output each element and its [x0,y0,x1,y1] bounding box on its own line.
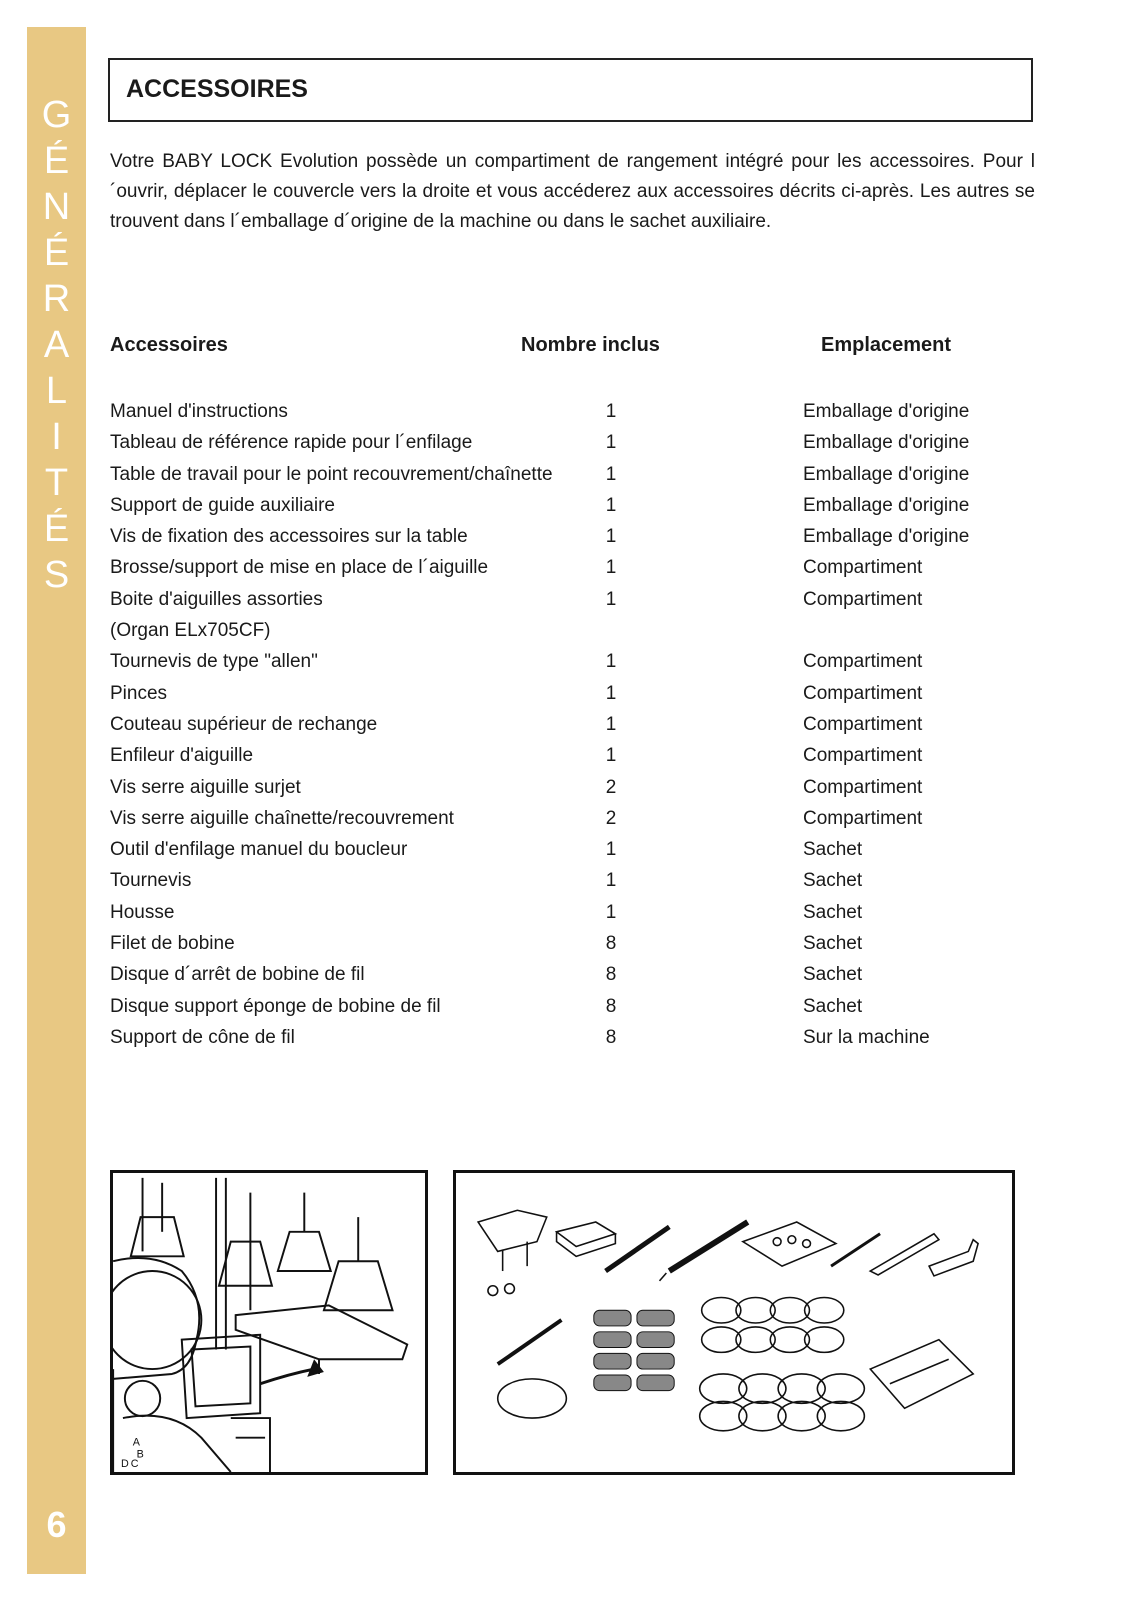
accessory-location: Compartiment [803,713,923,735]
table-row [110,740,1010,771]
machine-label-b: B [136,1448,144,1461]
side-letter: É [43,508,70,550]
accessory-name: Filet de bobine [110,933,235,955]
accessory-name: Outil d'enfilage manuel du boucleur [110,839,408,861]
accessory-location: Emballage d'origine [803,494,970,516]
intro-paragraph [110,147,1035,237]
accessory-location: Sachet [803,901,863,923]
accessory-name: Table de travail pour le point recouvrement/chaînette [110,463,553,485]
accessory-location: Sachet [803,839,863,861]
accessory-count: 1 [605,901,617,923]
accessory-name: (Organ ELx705CF) [110,620,271,642]
accessory-name: Enfileur d'aiguille [110,745,254,767]
accessory-count: 8 [605,933,617,955]
side-letter: G [41,94,72,136]
section-title-vertical [27,92,86,598]
accessory-count: 1 [605,745,617,767]
accessory-name: Pinces [110,682,168,704]
accessory-name: Vis serre aiguille chaînette/recouvrement [110,807,454,829]
side-letter: I [51,416,62,458]
accessory-count: 1 [605,463,617,485]
side-letter: É [43,140,70,182]
accessory-location: Emballage d'origine [803,432,970,454]
accessory-name: Manuel d'instructions [110,401,288,422]
table-row [110,427,1010,458]
table-row [110,1022,1010,1053]
accessory-count: 2 [605,776,617,798]
accessory-name: Vis de fixation des accessoires sur la table [110,526,468,548]
accessory-count: 1 [605,494,617,516]
accessory-count: 1 [605,401,617,422]
table-row [110,834,1010,865]
intro-text: Votre BABY LOCK Evolution possède un compartiment de rangement intégré pour les accessoires. Pour l´ouvrir, déplacer le couvercle vers la droite et vous accéderez aux accessoires décrits ci-après. Les autres se trouvent dans l´emballage d´origine de la machine ou dans le sachet auxiliaire. [110,151,1035,232]
section-side-band [27,27,86,1574]
accessories-drawing [456,1173,1012,1472]
accessory-location: Compartiment [803,776,923,798]
table-row [110,865,1010,896]
accessory-location: Emballage d'origine [803,401,970,422]
table-row [110,897,1010,928]
machine-label-a: A [132,1436,140,1449]
accessory-location: Emballage d'origine [803,526,970,548]
side-letter: N [42,186,71,228]
machine-compartment-illustration [110,1170,428,1475]
accessories-illustration [453,1170,1015,1475]
table-row [110,772,1010,803]
side-letter: R [42,278,71,320]
accessory-location: Sachet [803,933,863,955]
side-letter: T [44,462,69,504]
table-row [110,646,1010,677]
table-row [110,459,1010,490]
accessory-count: 2 [605,807,617,829]
accessory-count: 1 [605,870,617,892]
accessory-count: 8 [605,995,617,1017]
table-row [110,490,1010,521]
table-row [110,521,1010,552]
accessory-location: Sachet [803,995,863,1017]
accessory-name: Housse [110,901,175,923]
accessory-location: Sur la machine [803,1026,930,1048]
page-number: 6 [46,1504,67,1545]
accessory-count: 8 [605,1026,617,1048]
accessory-count: 1 [605,557,617,579]
side-letter: S [43,554,70,596]
accessory-location: Compartiment [803,807,923,829]
table-row [110,615,1010,646]
accessory-location: Compartiment [803,557,923,579]
accessory-location: Compartiment [803,588,923,610]
table-row [110,584,1010,615]
table-row [110,552,1010,583]
accessory-location: Compartiment [803,745,923,767]
header-emplacement: Emplacement [821,334,952,356]
accessory-name: Disque support éponge de bobine de fil [110,995,441,1017]
machine-label-d: D [120,1458,129,1471]
title-box [108,58,1033,122]
accessory-location: Compartiment [803,682,923,704]
table-row [110,959,1010,990]
accessory-count: 1 [605,682,617,704]
machine-drawing [113,1173,425,1472]
side-letter: A [43,324,70,366]
table-row [110,803,1010,834]
accessory-count: 1 [605,432,617,454]
accessory-name: Tournevis de type "allen" [110,651,318,673]
accessory-count: 1 [605,526,617,548]
header-accessoires: Accessoires [110,334,228,356]
accessory-name: Disque d´arrêt de bobine de fil [110,964,365,986]
table-row [110,709,1010,740]
accessory-name: Tournevis [110,870,192,892]
accessory-count: 8 [605,964,617,986]
accessory-name: Tableau de référence rapide pour l´enfilage [110,432,473,454]
header-nombre-inclus: Nombre inclus [521,334,660,356]
table-row [110,928,1010,959]
machine-label-c: C [130,1458,139,1471]
accessory-location: Compartiment [803,651,923,673]
accessory-name: Support de cône de fil [110,1026,295,1048]
accessory-count: 1 [605,713,617,735]
page-title: ACCESSOIRES [126,75,308,103]
accessory-location: Sachet [803,964,863,986]
side-letter: L [45,370,68,412]
accessory-location: Sachet [803,870,863,892]
table-row [110,396,1010,427]
accessory-count: 1 [605,651,617,673]
accessories-table [110,396,1010,1053]
table-row [110,991,1010,1022]
accessory-name: Couteau supérieur de rechange [110,713,378,735]
accessory-location: Emballage d'origine [803,463,970,485]
table-row [110,678,1010,709]
accessory-name: Boite d'aiguilles assorties [110,588,323,610]
accessory-name: Brosse/support de mise en place de l´aiguille [110,557,489,579]
side-letter: É [43,232,70,274]
accessory-count: 1 [605,839,617,861]
accessory-count: 1 [605,588,617,610]
accessory-name: Support de guide auxiliaire [110,494,335,516]
accessory-name: Vis serre aiguille surjet [110,776,301,798]
